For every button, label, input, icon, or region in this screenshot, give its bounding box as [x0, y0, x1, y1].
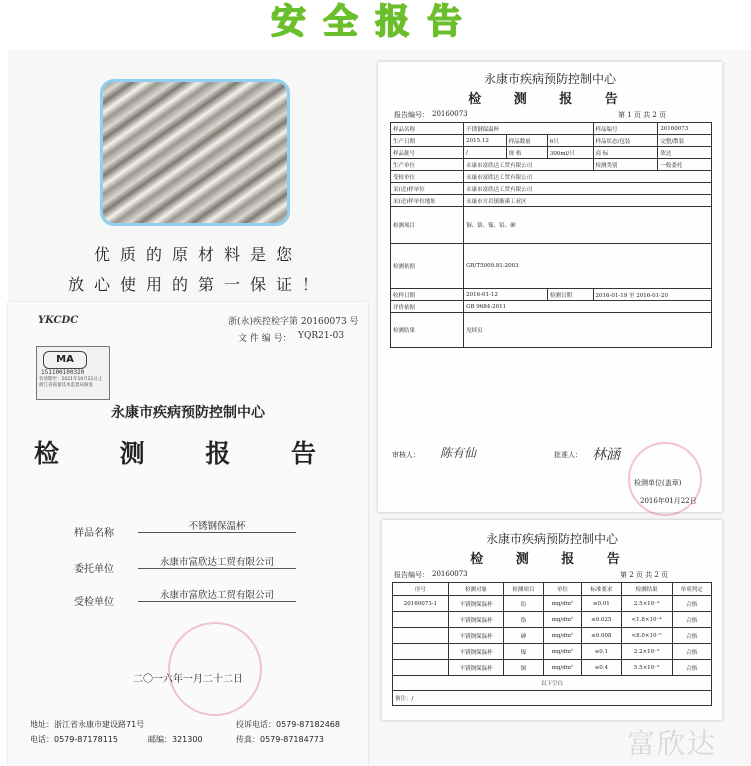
cell-object: 不锈钢保温杯 — [448, 596, 503, 612]
cell-label: 样品名称 — [391, 123, 464, 135]
cell-result: <1.8×10⁻⁴ — [621, 612, 672, 628]
table-row — [393, 612, 712, 628]
cell-state: 完整/散装 — [658, 135, 712, 147]
cell-label: 收样日期 — [391, 289, 464, 301]
cell-item: 砷 — [504, 628, 543, 644]
cell-no — [393, 612, 449, 628]
cell-no — [393, 628, 449, 644]
cell-basis: GB/T5009.81-2003 — [464, 244, 712, 289]
cell-evaluation-basis: GB 9684-2011 — [464, 301, 712, 313]
footer-fax: 传真：0579-87184773 — [236, 735, 324, 744]
cell-label: 采(送)样单位地址 — [391, 195, 464, 207]
field-value-inspected: 永康市富欣达工贸有限公司 — [138, 587, 296, 602]
organization-name: 永康市疾病预防控制中心 — [111, 405, 265, 421]
cell-label: 样品数量 — [506, 135, 547, 147]
brand-watermark: 富欣达 — [627, 727, 718, 760]
cell-object: 不锈钢保温杯 — [448, 612, 503, 628]
field-label-inspected: 受检单位 — [74, 597, 114, 608]
cell-unit: mg/dm² — [543, 612, 582, 628]
material-photo — [100, 79, 290, 226]
cell-label: 检测项目 — [391, 207, 464, 244]
report-page-1 — [378, 62, 722, 512]
results-table — [392, 582, 712, 706]
report-title: 检 测 报 告 — [468, 92, 632, 107]
approver-label: 批准人： — [554, 451, 582, 459]
ma-certification-mark — [36, 346, 110, 400]
column-header: 检测对象 — [448, 583, 503, 596]
official-stamp — [168, 622, 262, 716]
cell-label: 规 格 — [506, 147, 547, 159]
cell-receive-date: 2016-01-12 — [464, 289, 548, 301]
doc-number-label: 文 件 编 号： — [238, 334, 292, 344]
cell-judgement: 合格 — [672, 628, 711, 644]
banner-title: 安全报告 — [271, 2, 480, 42]
cell-standard: ≤0.4 — [582, 660, 621, 676]
reviewer-signature: 陈有仙 — [440, 446, 477, 460]
cell-label: 评价依据 — [391, 301, 464, 313]
ma-text: 有效期至：2021年10月21日止 浙江省质量技术监督局颁发 — [39, 377, 103, 388]
cell-sampling-unit: 永康市富欣达工贸有限公司 — [464, 183, 712, 195]
issue-date: 2016年01月22日 — [640, 497, 697, 505]
report-number: 20160073 — [432, 570, 468, 578]
cell-result: 见续页 — [464, 313, 712, 348]
cell-producer: 永康市富欣达工贸有限公司 — [464, 159, 593, 171]
cell-standard: ≤0.025 — [582, 612, 621, 628]
column-header: 检测结果 — [621, 583, 672, 596]
cell-label: 样品批号 — [391, 147, 464, 159]
cell-sample-name: 不锈钢保温杯 — [464, 123, 593, 135]
cell-standard: ≤0.008 — [582, 628, 621, 644]
slogan-line-1: 优质的原材料是您 — [93, 245, 302, 264]
column-header: 序号 — [393, 583, 449, 596]
cell-item: 镍 — [504, 644, 543, 660]
table-row — [393, 628, 712, 644]
cell-unit: mg/dm² — [543, 596, 582, 612]
page-info: 第 1 页 共 2 页 — [618, 111, 667, 119]
cell-result: 2.5×10⁻⁴ — [621, 596, 672, 612]
remark: 备注：/ — [393, 691, 712, 706]
cell-test-date: 2016-01-19 至 2016-01-20 — [593, 289, 711, 301]
cell-standard: ≤0.1 — [582, 644, 621, 660]
cell-label: 样品状态/包装 — [593, 135, 658, 147]
cell-label: 采(送)样单位 — [391, 183, 464, 195]
cell-label: 检测结果 — [391, 313, 464, 348]
field-label-sample: 样品名称 — [74, 528, 114, 539]
cell-label: 检测日期 — [547, 289, 593, 301]
table-row — [393, 644, 712, 660]
cell-sample-no: 20160073 — [658, 123, 712, 135]
cell-result: 5.5×10⁻³ — [621, 660, 672, 676]
report-title: 检 测 报 告 — [33, 439, 343, 468]
cell-label: 检测类别 — [593, 159, 658, 171]
report-number: 20160073 — [432, 110, 468, 118]
slogan-line-2: 放心使用的第一保证！ — [67, 275, 328, 294]
reference-number: 浙(永)疾控检字第 20160073 号 — [228, 317, 359, 327]
cell-batch: / — [464, 147, 506, 159]
cell-spec: 300ml/只 — [547, 147, 593, 159]
cell-judgement: 合格 — [672, 612, 711, 628]
page-info: 第 2 页 共 2 页 — [620, 571, 669, 579]
footer-phone: 电话：0579-87178115 — [30, 735, 118, 744]
report-title: 检 测 报 告 — [470, 552, 634, 567]
cell-no — [393, 660, 449, 676]
field-value-client: 永康市富欣达工贸有限公司 — [138, 554, 296, 569]
ma-logo: MA — [43, 351, 87, 369]
footer-address: 地址：浙江省永康市建设路71号 — [30, 720, 145, 729]
doc-number: YQR21-03 — [298, 331, 345, 341]
cell-brand: 欣达 — [658, 147, 712, 159]
cell-label: 受检单位 — [391, 171, 464, 183]
issuer: 检测单位(盖章) — [634, 479, 682, 487]
column-header: 单项判定 — [672, 583, 711, 596]
cell-items: 铜、铬、镍、铅、砷 — [464, 207, 712, 244]
cell-sampling-address: 永康市方岩镇渐溪工业区 — [464, 195, 712, 207]
blank-note: 以下空白 — [393, 676, 712, 691]
ma-number: 151100100320 — [41, 369, 85, 376]
cell-item: 铅 — [504, 596, 543, 612]
cell-inspected: 永康市富欣达工贸有限公司 — [464, 171, 712, 183]
column-header: 单位 — [543, 583, 582, 596]
cell-no: 20160073-1 — [393, 596, 449, 612]
cell-unit: mg/dm² — [543, 628, 582, 644]
cell-item: 铬 — [504, 612, 543, 628]
cell-judgement: 合格 — [672, 644, 711, 660]
table-row — [393, 596, 712, 612]
cell-object: 不锈钢保温杯 — [448, 628, 503, 644]
report-page-2 — [382, 520, 722, 720]
table-row — [393, 660, 712, 676]
column-header: 标准要求 — [582, 583, 621, 596]
cell-label: 检测依据 — [391, 244, 464, 289]
field-value-sample: 不锈钢保温杯 — [138, 518, 296, 533]
cell-label: 样品编号 — [593, 123, 658, 135]
report-date: 二〇一六年一月二十二日 — [133, 674, 243, 685]
info-table — [390, 122, 712, 348]
cell-item: 铜 — [504, 660, 543, 676]
approver-signature: 林涵 — [592, 447, 620, 463]
cell-result: 2.2×10⁻³ — [621, 644, 672, 660]
cell-judgement: 合格 — [672, 660, 711, 676]
cell-label: 商 标 — [593, 147, 658, 159]
column-header: 检测项目 — [504, 583, 543, 596]
field-label-client: 委托单位 — [74, 564, 114, 575]
cell-result: <8.0×10⁻⁵ — [621, 628, 672, 644]
cell-type: 一般委托 — [658, 159, 712, 171]
footer-complaint-phone: 投诉电话：0579-87182468 — [236, 720, 340, 729]
cell-prod-date: 2015.12 — [464, 135, 506, 147]
report-number-label: 报告编号： — [394, 571, 429, 579]
cell-no — [393, 644, 449, 660]
agency-code: YKCDC — [38, 315, 79, 326]
cell-unit: mg/dm² — [543, 660, 582, 676]
cover-report — [8, 302, 368, 766]
cell-judgement: 合格 — [672, 596, 711, 612]
cell-unit: mg/dm² — [543, 644, 582, 660]
organization-name: 永康市疾病预防控制中心 — [485, 532, 618, 546]
footer-postcode: 邮编：321300 — [148, 735, 203, 744]
cell-standard: ≤0.01 — [582, 596, 621, 612]
report-number-label: 报告编号： — [394, 111, 429, 119]
organization-name: 永康市疾病预防控制中心 — [483, 72, 616, 86]
cell-qty: 6只 — [547, 135, 593, 147]
cell-label: 生产单位 — [391, 159, 464, 171]
cell-label: 生产日期 — [391, 135, 464, 147]
reviewer-label: 审核人： — [392, 451, 420, 459]
cell-object: 不锈钢保温杯 — [448, 644, 503, 660]
cell-object: 不锈钢保温杯 — [448, 660, 503, 676]
